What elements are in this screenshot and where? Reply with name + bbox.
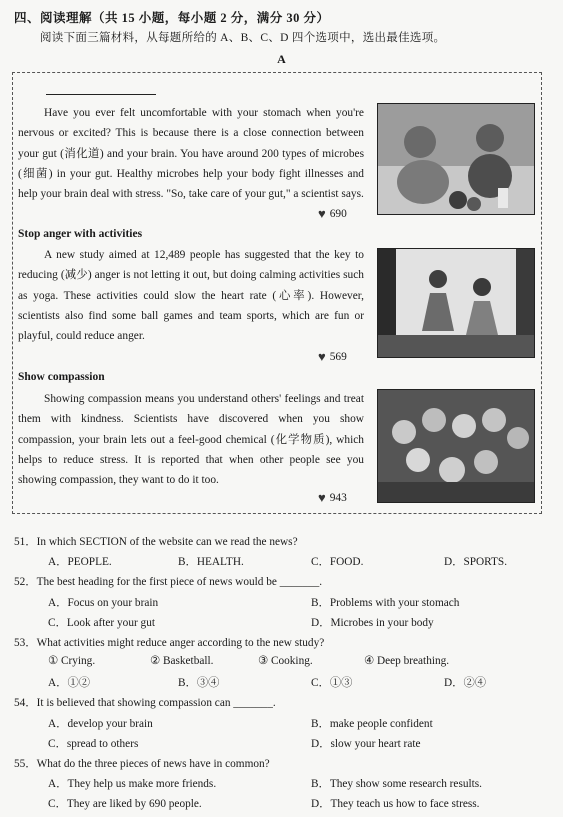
news-3-body: Showing compassion means you understand others' feelings and treat them with kindness. Scientists have discovered when you show compassion, your brain lets out a feel-good chemical (化学物质), which helps to reduce stress. It is reported that when other people see you showing compassion, they want to do it too.	[18, 393, 364, 487]
news-2-like-count: 569	[329, 351, 347, 363]
q52-option-a[interactable]: A．Focus on your brain	[48, 597, 159, 609]
heart-icon: ♥	[318, 349, 326, 364]
news-2-photo	[377, 248, 535, 358]
news-2-likes[interactable]	[318, 349, 347, 365]
section-title: 四、阅读理解（共 15 小题，每小题 2 分，满分 30 分）	[14, 11, 330, 25]
q53-choice-4: ④ Deep breathing.	[364, 655, 450, 667]
q53-option-b[interactable]: B．③④	[178, 677, 220, 689]
q54-option-a[interactable]: A．develop your brain	[48, 718, 153, 730]
question-54: 54．It is believed that showing compassion can _______.	[14, 697, 276, 709]
news-3-text	[18, 389, 364, 490]
q53-option-d[interactable]: D．②④	[444, 677, 487, 689]
passage-letter: A	[277, 52, 286, 66]
q55-option-a[interactable]: A．They help us make more friends.	[48, 778, 217, 790]
question-55: 55．What do the three pieces of news have in common?	[14, 758, 270, 770]
divider-line	[46, 94, 156, 95]
news-3-likes[interactable]	[318, 490, 347, 506]
q53-option-c[interactable]: C．①③	[311, 677, 353, 689]
news-2-body: A new study aimed at 12,489 people has suggested that the key to reducing (减少) anger is not letting it out, but doing calming activities such as yoga. These activities could slow the heart rate (心率). However, scientists also find some ball games and team sports, which are fun or playful, could reduce anger.	[18, 249, 364, 343]
news-1-like-count: 690	[329, 208, 347, 220]
heart-icon: ♥	[318, 490, 326, 505]
q51-option-d[interactable]: D．SPORTS.	[444, 556, 508, 568]
news-3-like-count: 943	[329, 492, 347, 504]
q53-choice-3: ③ Cooking.	[258, 655, 313, 667]
news-3-photo	[377, 389, 535, 503]
q54-option-c[interactable]: C．spread to others	[48, 738, 139, 750]
q53-choice-2: ② Basketball.	[150, 655, 214, 667]
q55-option-b[interactable]: B．They show some research results.	[311, 778, 482, 790]
news-2-text	[18, 245, 364, 346]
q52-option-b[interactable]: B．Problems with your stomach	[311, 597, 460, 609]
q54-option-d[interactable]: D．slow your heart rate	[311, 738, 421, 750]
q51-option-a[interactable]: A．PEOPLE.	[48, 556, 112, 568]
q52-option-c[interactable]: C．Look after your gut	[48, 617, 155, 629]
q53-option-a[interactable]: A．①②	[48, 677, 91, 689]
question-53: 53．What activities might reduce anger according to the new study?	[14, 637, 325, 649]
instructions: 阅读下面三篇材料，从每题所给的 A、B、C、D 四个选项中，选出最佳选项。	[40, 32, 446, 44]
heart-icon: ♥	[318, 206, 326, 221]
question-52: 52．The best heading for the first piece of news would be _______.	[14, 576, 323, 588]
q51-option-b[interactable]: B．HEALTH.	[178, 556, 244, 568]
news-1-likes[interactable]	[318, 206, 347, 222]
question-51: 51．In which SECTION of the website can we read the news?	[14, 536, 298, 548]
q55-option-c[interactable]: C．They are liked by 690 people.	[48, 798, 202, 810]
q54-option-b[interactable]: B．make people confident	[311, 718, 433, 730]
news-2-heading: Stop anger with activities	[18, 228, 143, 240]
news-1-photo	[377, 103, 535, 215]
news-3-heading: Show compassion	[18, 371, 105, 383]
news-1-body: Have you ever felt uncomfortable with your stomach when you're nervous or excited? This is because there is a close connection between your gut (消化道) and your brain. You have around 200 types of microbes (细菌) in your gut. Healthy microbes help your body fight illnesses and help your brain deal with stress. "So, take care of your gut," a scientist says.	[18, 107, 364, 201]
q51-option-c[interactable]: C．FOOD.	[311, 556, 364, 568]
q52-option-d[interactable]: D．Microbes in your body	[311, 617, 434, 629]
q55-option-d[interactable]: D．They teach us how to face stress.	[311, 798, 480, 810]
news-1-text	[18, 103, 364, 204]
q53-choice-1: ① Crying.	[48, 655, 96, 667]
